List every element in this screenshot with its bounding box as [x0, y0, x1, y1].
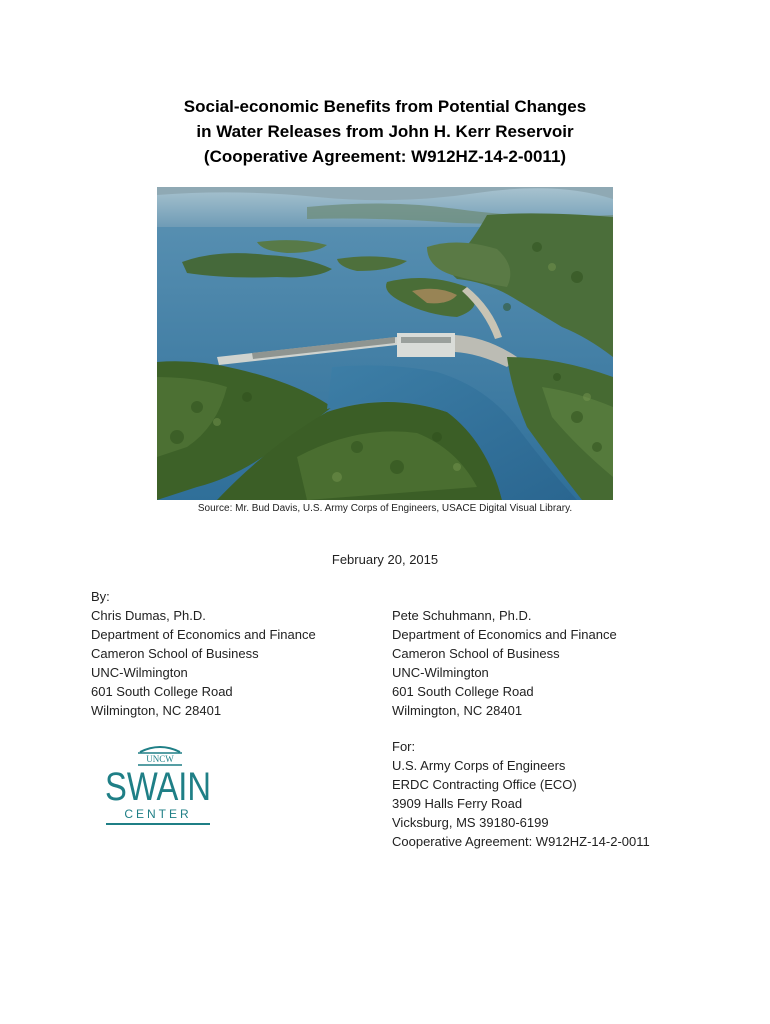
author-1-city: Wilmington, NC 28401 — [91, 703, 222, 718]
author-2-department: Department of Economics and Finance — [392, 627, 617, 642]
title-line-1: Social-economic Benefits from Potential Changes — [183, 97, 587, 116]
author-1-department: Department of Economics and Finance — [91, 627, 316, 642]
author-1-university: UNC-Wilmington — [91, 665, 188, 680]
author-2-university: UNC-Wilmington — [392, 665, 489, 680]
author-1-name: Chris Dumas, Ph.D. — [91, 608, 206, 623]
author-2-street: 601 South College Road — [392, 684, 534, 699]
author-2-school: Cameron School of Business — [392, 646, 560, 661]
logo-main-text: SWAIN — [105, 765, 211, 809]
by-label: By: — [91, 589, 110, 604]
author-2-name: Pete Schuhmann, Ph.D. — [392, 608, 532, 623]
title-line-2: in Water Releases from John H. Kerr Reservoir — [196, 122, 574, 141]
recipient-street: 3909 Halls Ferry Road — [392, 796, 523, 811]
swain-center-logo-graphic — [104, 740, 214, 828]
photo-caption: Source: Mr. Bud Davis, U.S. Army Corps of Engineers, USACE Digital Visual Library. — [197, 503, 573, 514]
title-line-3: (Cooperative Agreement: W912HZ-14-2-0011) — [203, 147, 567, 166]
logo-sub-text: CENTER — [124, 807, 192, 821]
report-date: February 20, 2015 — [331, 552, 439, 567]
author-2-block — [392, 606, 617, 720]
for-label: For: — [392, 739, 416, 754]
author-1-block — [91, 587, 316, 720]
recipient-office: ERDC Contracting Office (ECO) — [392, 777, 577, 792]
author-2-city: Wilmington, NC 28401 — [392, 703, 523, 718]
reservoir-photo-illustration — [157, 187, 613, 500]
recipient-block — [392, 737, 650, 851]
author-1-school: Cameron School of Business — [91, 646, 259, 661]
reservoir-aerial-photo — [157, 187, 613, 500]
swain-center-logo — [104, 740, 214, 828]
recipient-agreement: Cooperative Agreement: W912HZ-14-2-0011 — [392, 834, 650, 849]
logo-top-text: UNCW — [146, 754, 174, 764]
recipient-org: U.S. Army Corps of Engineers — [392, 758, 566, 773]
document-title — [0, 94, 770, 169]
recipient-city: Vicksburg, MS 39180-6199 — [392, 815, 549, 830]
author-1-street: 601 South College Road — [91, 684, 233, 699]
